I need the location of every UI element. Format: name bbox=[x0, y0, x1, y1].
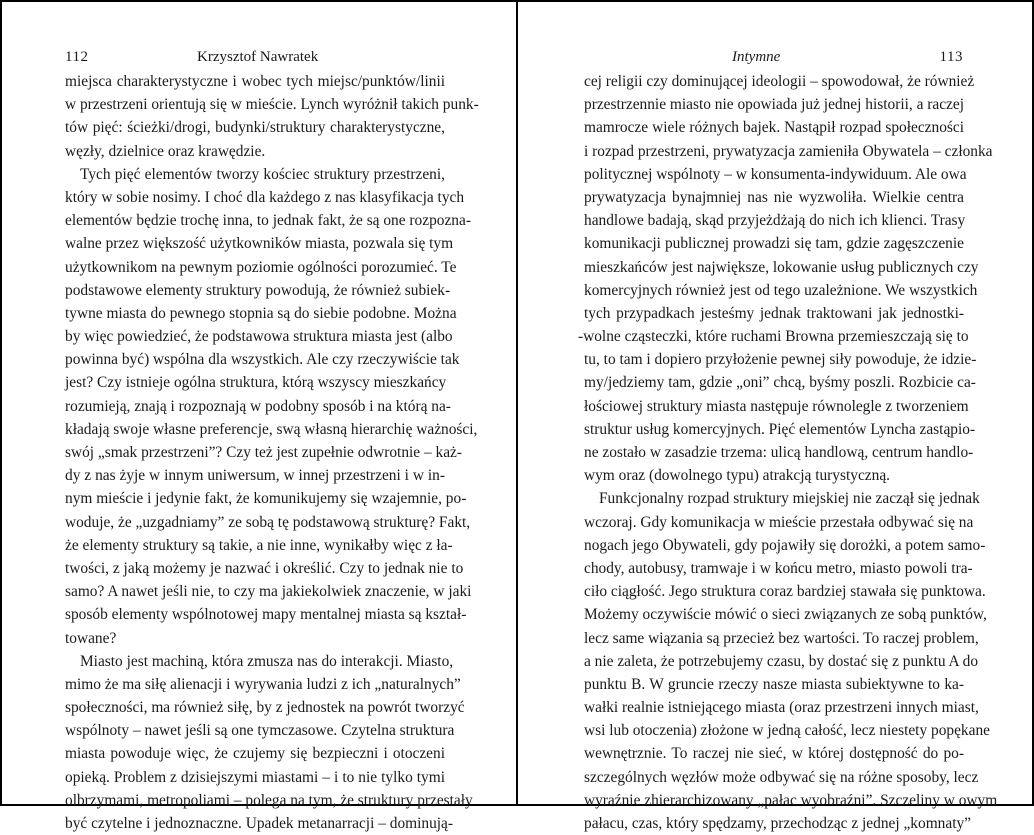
text-line: a nie zaleta, że potrzebujemy czasu, by dostać się z punktu A do bbox=[584, 652, 979, 670]
text-line: samo? A nawet jeśli nie, to czy ma jakiekolwiek znaczenie, w jaki bbox=[65, 583, 472, 601]
text-line: swój „smak przestrzeni”? Czy też jest zupełnie odwrotnie – każ- bbox=[65, 444, 463, 461]
text-line: przestrzennie miasto nie opowiada już jednej historii, a raczej bbox=[584, 96, 964, 114]
text-line: ne zostało w zasadzie trzema: ulicą handlową, centrum handlo- bbox=[584, 444, 974, 461]
text-line: lecz same wiązania są przecież bez wartości. To raczej problem, bbox=[584, 629, 979, 647]
text-line: podstawowe elementy struktury powodują, że również subiek- bbox=[65, 281, 451, 299]
text-line: tów pięć: ścieżki/drogi, budynki/struktury charakterystyczne, bbox=[65, 119, 445, 137]
text-line: dy z nas żyje w innym uniwersum, w innej przestrzeni i w in- bbox=[65, 467, 445, 485]
text-line: pałacu, czas, który spędzamy, przechodząc z jednej „komnaty” bbox=[584, 815, 971, 832]
text-line: tych przypadkach jesteśmy jednak traktowani jak jednostki- bbox=[584, 304, 964, 322]
text-line: jest? Czy istnieje ogólna struktura, którą wszyscy mieszkańcy bbox=[65, 374, 447, 392]
text-line: my/jedziemy tam, gdzie „oni” chcą, byśmy poszli. Rozbicie ca- bbox=[584, 374, 976, 392]
text-line: tywne miasta do pewnego stopnia są do siebie podobne. Można bbox=[65, 304, 457, 322]
text-line: Możemy oczywiście mówić o sieci związanych ze sobą punktów, bbox=[584, 606, 987, 624]
text-line: komunikacji publicznej prowadzi się tam, gdzie zagęszczenie bbox=[584, 235, 964, 253]
text-line: łościowej struktury miasta następuje równolegle z tworzeniem bbox=[584, 397, 969, 415]
text-line: twości, z jaką możemy je nazwać i określić. Czy to jednak nie to bbox=[65, 559, 464, 577]
text-line: komercyjnych również jest od tego uzależnione. We wszystkich bbox=[584, 281, 978, 299]
right-page-header bbox=[518, 46, 963, 68]
text-line: szczególnych węzłów może odbywać się na różne sposoby, lecz bbox=[584, 768, 979, 786]
text-line: -wolne cząsteczki, które ruchami Browna przemieszczają się to bbox=[578, 328, 969, 346]
text-line: i rozpad przestrzeni, prywatyzacja zamieniła Obywatela – członka bbox=[584, 142, 993, 160]
text-line: tu, to tam i dopiero przyłożenie pewnej siły powoduje, że idzie- bbox=[584, 351, 977, 369]
text-line: wyraźnie zhierarchizowany „pałac wyobraźni”. Szczeliny w owym bbox=[584, 791, 998, 809]
text-line: Funkcjonalny rozpad struktury miejskiej nie zaczął się jednak bbox=[599, 490, 980, 508]
text-line: nogach jego Obywateli, gdy pojawiły się dorożki, a potem samo- bbox=[584, 536, 986, 554]
running-head-chapter: Intymne bbox=[732, 49, 781, 65]
page-number: 113 bbox=[939, 49, 963, 65]
left-page-header bbox=[65, 46, 445, 68]
left-page bbox=[0, 0, 516, 832]
text-line: elementów będzie trochę inna, to jednak fakt, że są one rozpozna- bbox=[65, 212, 471, 230]
text-line: społeczności, ma również siłę, by z jednostek na powrót tworzyć bbox=[65, 699, 465, 717]
text-line: mamrocze wiele różnych bajek. Nastąpił rozpad społeczności bbox=[584, 119, 964, 137]
running-head-author: Krzysztof Nawratek bbox=[197, 49, 319, 65]
text-line: w przestrzeni orientują się w mieście. Lynch wyróżnił takich punk- bbox=[65, 96, 479, 114]
text-line: cej religii czy dominującej ideologii – spowodował, że również bbox=[584, 73, 975, 90]
text-line: miejsca charakterystyczne i wobec tych miejsc/punktów/linii bbox=[65, 73, 445, 90]
text-line: towane? bbox=[65, 629, 117, 647]
text-line: handlowe badają, skąd przyjeżdżają do nich ich klienci. Trasy bbox=[584, 212, 966, 230]
text-line: który w sobie nosimy. I choć dla każdego z nas klasyfikacja tych bbox=[65, 188, 465, 206]
text-line: punktu B. W gruncie rzeczy nasze miasta subiektywne to ka- bbox=[584, 675, 964, 693]
text-line: walne przez większość użytkowników miasta, pozwala się tym bbox=[65, 235, 454, 253]
text-line: nym mieście i jedynie fakt, że komunikujemy się wzajemnie, po- bbox=[65, 490, 467, 508]
text-line: wewnętrznie. To raczej nie sieć, w której dostępność do po- bbox=[584, 745, 964, 763]
text-line: węzły, dzielnice oraz krawędzie. bbox=[65, 142, 266, 160]
text-line: woduje, że „uzgadniamy” ze sobą tę podstawową strukturę? Fakt, bbox=[65, 513, 471, 531]
text-line: że elementy struktury są takie, a nie inne, wynikałby więc z ła- bbox=[65, 536, 453, 554]
text-line: rozumieją, znają i rozpoznają w podobny sposób i na którą na- bbox=[65, 397, 451, 415]
text-line: Miasto jest machiną, która zmusza nas do interakcji. Miasto, bbox=[80, 652, 454, 670]
text-line: miasta powoduje więc, że czujemy się bezpieczni i otoczeni bbox=[65, 745, 445, 763]
text-line: opieką. Problem z dzisiejszymi miastami – i to nie tylko tymi bbox=[65, 768, 445, 786]
text-line: by więc powiedzieć, że podstawowa struktura miasta jest (albo bbox=[65, 328, 453, 346]
text-line: wczoraj. Gdy komunikacja w mieście przestała odbywać się na bbox=[584, 513, 974, 531]
text-line: olbrzymami, metropoliami – polega na tym, że struktury przestały bbox=[65, 791, 473, 809]
text-line: Tych pięć elementów tworzy kościec struktury przestrzeni, bbox=[80, 165, 445, 183]
right-page bbox=[518, 0, 1034, 832]
text-line: sposób elementy wspólnotowej mapy mentalnej miasta są kształ- bbox=[65, 606, 467, 624]
page-number: 112 bbox=[65, 49, 89, 65]
text-line: kładają swoje własne preferencje, swą własną hierarchię ważności, bbox=[65, 420, 478, 438]
right-page-body-text bbox=[578, 70, 998, 835]
text-line: wym oraz (dowolnego typu) atrakcją turystyczną. bbox=[584, 467, 890, 485]
text-line: chody, autobusy, tramwaje i w końcu metro, miasto powoli tra- bbox=[584, 559, 973, 577]
text-line: wsi lub otoczenia) złożone w jedną całość, lecz niestety popękane bbox=[584, 722, 990, 740]
text-line: prywatyzacja bynajmniej nas nie wyzwoliła. Wielkie centra bbox=[584, 188, 964, 206]
text-line: politycznej wspólnoty – w konsumenta-indywiduum. Ale owa bbox=[584, 165, 967, 183]
text-line: wałki realnie istniejącego miasta (oraz przestrzeni innych miast, bbox=[584, 699, 979, 717]
text-line: struktur usług komercyjnych. Pięć elementów Lyncha zastąpio- bbox=[584, 420, 976, 438]
text-line: ciło ciągłość. Jego struktura coraz bardziej stawała się punktowa. bbox=[584, 583, 986, 601]
text-line: być czytelne i jednoznaczne. Upadek metanarracji – dominują- bbox=[65, 815, 454, 832]
text-line: powinna być) wspólna dla wszystkich. Ale czy rzeczywiście tak bbox=[65, 351, 460, 369]
left-page-body-text bbox=[65, 70, 479, 835]
text-line: mieszkańców jest największe, lokowanie usług publicznych czy bbox=[584, 258, 979, 276]
text-line: użytkownikom na pewnym poziomie ogólności porozumieć. Te bbox=[65, 258, 457, 276]
text-line: wspólnoty – nawet jeśli są one tymczasowe. Czytelna struktura bbox=[65, 722, 455, 740]
text-line: mimo że ma siłę alienacji i wyrywania ludzi z ich „naturalnych” bbox=[65, 675, 461, 693]
